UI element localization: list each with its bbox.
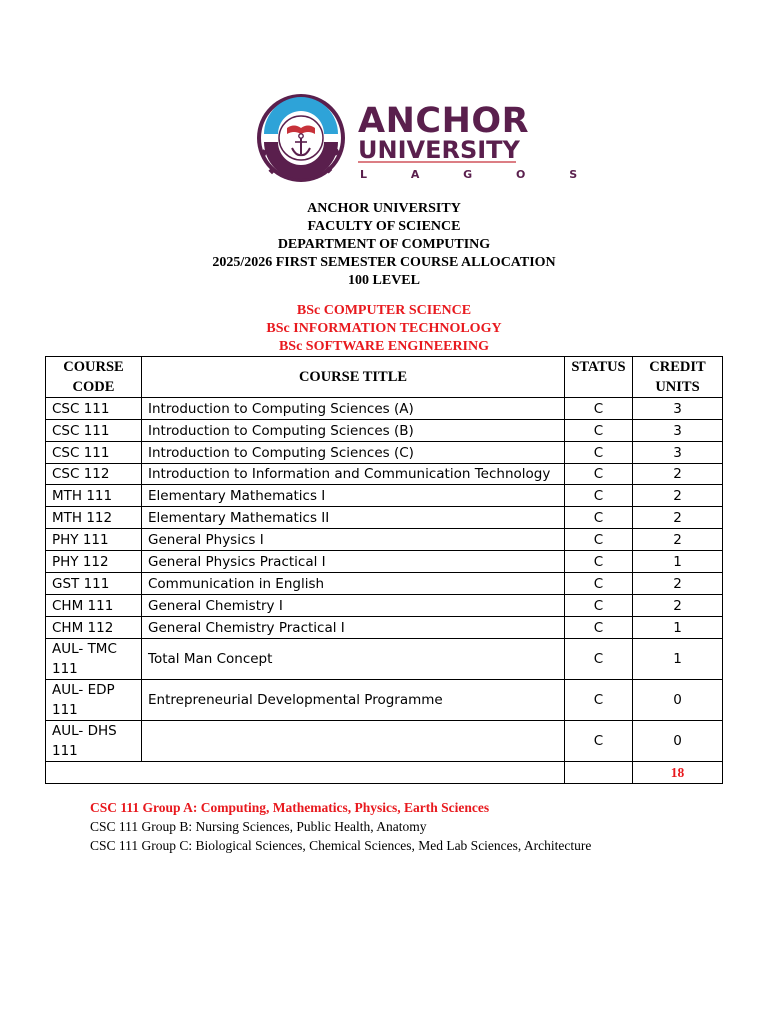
table-row [46, 721, 723, 762]
course-units: 2 [633, 485, 723, 507]
programme-list [0, 302, 768, 356]
course-status: C [565, 507, 633, 529]
table-header-row [46, 357, 723, 398]
course-code: AUL- TMC 111 [46, 639, 142, 680]
course-units: 1 [633, 551, 723, 573]
course-code: CHM 112 [46, 617, 142, 639]
course-status: C [565, 680, 633, 721]
course-title: General Physics Practical I [142, 551, 565, 573]
course-units: 2 [633, 507, 723, 529]
course-status: C [565, 529, 633, 551]
table-row [46, 464, 723, 485]
course-status: C [565, 398, 633, 420]
header-session: 2025/2026 FIRST SEMESTER COURSE ALLOCATION [212, 255, 556, 270]
header-university: ANCHOR UNIVERSITY [307, 201, 461, 216]
course-units: 1 [633, 639, 723, 680]
university-seal-icon [257, 94, 345, 182]
table-row [46, 595, 723, 617]
course-allocation-table [45, 356, 723, 784]
course-units: 3 [633, 420, 723, 442]
course-title [142, 721, 565, 762]
course-status: C [565, 639, 633, 680]
logo-name-line1: ANCHOR [358, 101, 530, 141]
header-department: DEPARTMENT OF COMPUTING [277, 237, 491, 252]
course-code: GST 111 [46, 573, 142, 595]
table-total-row [46, 762, 723, 784]
header-course-code: COURSE CODE [46, 357, 142, 398]
note-group-c: CSC 111 Group C: Biological Sciences, Chemical Sciences, Med Lab Sciences, Architecture [90, 838, 592, 853]
course-code: MTH 112 [46, 507, 142, 529]
programme-item: BSc SOFTWARE ENGINEERING [278, 339, 490, 354]
course-code: CSC 112 [46, 464, 142, 485]
course-code: AUL- EDP 111 [46, 680, 142, 721]
table-row [46, 507, 723, 529]
header-status: STATUS [565, 357, 633, 398]
table-row [46, 680, 723, 721]
course-status: C [565, 573, 633, 595]
course-title: Entrepreneurial Developmental Programme [142, 680, 565, 721]
course-title: General Chemistry Practical I [142, 617, 565, 639]
course-code: PHY 112 [46, 551, 142, 573]
table-row [46, 420, 723, 442]
course-title: Introduction to Computing Sciences (A) [142, 398, 565, 420]
course-title: Communication in English [142, 573, 565, 595]
course-title: Introduction to Information and Communication Technology [142, 464, 565, 485]
header-level: 100 LEVEL [348, 273, 420, 288]
table-row [46, 573, 723, 595]
logo-name-line2: UNIVERSITY [358, 136, 520, 164]
course-status: C [565, 485, 633, 507]
group-notes [90, 798, 591, 855]
course-code: MTH 111 [46, 485, 142, 507]
table-row [46, 617, 723, 639]
anchor-university-logo [254, 90, 598, 190]
table-row [46, 398, 723, 420]
course-title: Total Man Concept [142, 639, 565, 680]
total-spacer [46, 762, 565, 784]
programme-item: BSc COMPUTER SCIENCE [296, 303, 472, 318]
logo-name-line3: L A G O S [360, 168, 598, 181]
course-title: Elementary Mathematics II [142, 507, 565, 529]
course-status: C [565, 595, 633, 617]
document-header [0, 200, 768, 290]
course-code: CSC 111 [46, 442, 142, 464]
course-title: Introduction to Computing Sciences (B) [142, 420, 565, 442]
course-units: 3 [633, 442, 723, 464]
course-units: 2 [633, 464, 723, 485]
course-title: Elementary Mathematics I [142, 485, 565, 507]
course-units: 1 [633, 617, 723, 639]
course-code: CSC 111 [46, 398, 142, 420]
table-row [46, 485, 723, 507]
course-units: 2 [633, 573, 723, 595]
course-code: CSC 111 [46, 420, 142, 442]
course-code: PHY 111 [46, 529, 142, 551]
course-units: 3 [633, 398, 723, 420]
header-faculty: FACULTY OF SCIENCE [307, 219, 461, 234]
note-group-b: CSC 111 Group B: Nursing Sciences, Public Health, Anatomy [90, 819, 427, 834]
course-code: CHM 111 [46, 595, 142, 617]
table-row [46, 529, 723, 551]
table-row [46, 639, 723, 680]
note-group-a: CSC 111 Group A: Computing, Mathematics, Physics, Earth Sciences [90, 800, 490, 815]
course-units: 0 [633, 680, 723, 721]
table-row [46, 442, 723, 464]
total-status-empty [565, 762, 633, 784]
course-title: General Physics I [142, 529, 565, 551]
course-status: C [565, 420, 633, 442]
course-status: C [565, 464, 633, 485]
course-status: C [565, 442, 633, 464]
course-status: C [565, 551, 633, 573]
table-row [46, 551, 723, 573]
course-status: C [565, 617, 633, 639]
header-course-title: COURSE TITLE [142, 357, 565, 398]
total-credit-units: 18 [633, 762, 723, 784]
programme-item: BSc INFORMATION TECHNOLOGY [266, 321, 502, 336]
header-credit-units: CREDIT UNITS [633, 357, 723, 398]
course-status: C [565, 721, 633, 762]
course-code: AUL- DHS 111 [46, 721, 142, 762]
course-title: Introduction to Computing Sciences (C) [142, 442, 565, 464]
course-units: 2 [633, 529, 723, 551]
course-units: 0 [633, 721, 723, 762]
course-title: General Chemistry I [142, 595, 565, 617]
course-units: 2 [633, 595, 723, 617]
